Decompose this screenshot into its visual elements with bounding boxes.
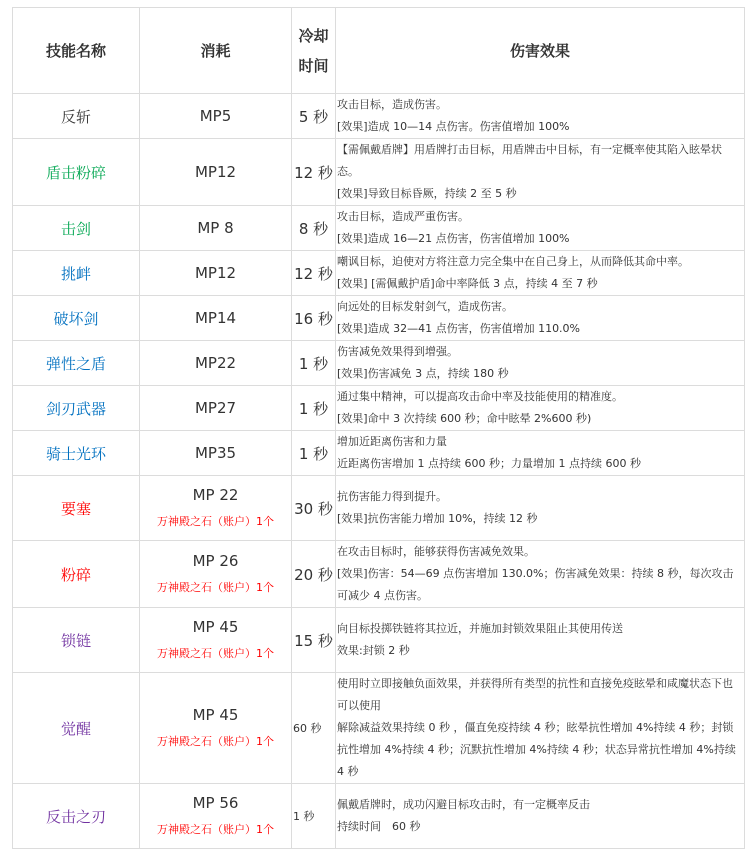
effect-description: 佩戴盾牌时，成功闪避目标攻击时，有一定概率反击: [337, 798, 590, 811]
skill-cooldown: 1 秒: [292, 431, 336, 476]
mp-cost: MP 8: [197, 219, 234, 237]
skill-effect: [336, 94, 745, 139]
skill-effect: [336, 431, 745, 476]
effect-description: 【需佩戴盾牌】用盾牌打击目标，用盾牌击中目标，有一定概率使其陷入眩晕状态。: [337, 143, 722, 178]
item-cost: 万神殿之石（账户）1个: [157, 735, 274, 748]
effect-description: 攻击目标，造成伤害。: [337, 98, 447, 111]
effect-detail: [效果]命中 3 次持续 600 秒；命中眩晕 2%600 秒): [337, 412, 592, 425]
skill-name: 锁链: [13, 608, 140, 673]
skill-cost: [140, 94, 292, 139]
skill-effect: [336, 341, 745, 386]
effect-detail: 解除减益效果持续 0 秒 ，僵直免疫持续 4 秒；眩晕抗性增加 4%持续 4 秒；封锁抗性增加 4%持续 4 秒；沉默抗性增加 4%持续 4 秒；状态异常抗性增加 4%持续 4 秒: [337, 721, 736, 778]
skill-cooldown: 30 秒: [292, 476, 336, 541]
skill-cost: [140, 784, 292, 849]
mp-cost: MP 26: [192, 552, 239, 570]
item-cost: 万神殿之石（账户）1个: [157, 823, 274, 836]
table-row: [13, 251, 745, 296]
mp-cost: MP14: [194, 309, 237, 327]
effect-detail: [效果]造成 32—41 点伤害，伤害值增加 110.0%: [337, 322, 581, 335]
skill-name: 觉醒: [13, 673, 140, 784]
effect-detail: 近距离伤害增加 1 点持续 600 秒；力量增加 1 点持续 600 秒: [337, 457, 641, 470]
table-row: [13, 139, 745, 206]
skill-cost: [140, 206, 292, 251]
header-effect: 伤害效果: [336, 8, 745, 94]
skill-effect: [336, 476, 745, 541]
skill-name: 盾击粉碎: [13, 139, 140, 206]
skill-name: 粉碎: [13, 541, 140, 608]
header-cost: 消耗: [140, 8, 292, 94]
mp-cost: MP27: [194, 399, 237, 417]
skill-cooldown: 15 秒: [292, 608, 336, 673]
table-row: [13, 94, 745, 139]
skill-cooldown: 16 秒: [292, 296, 336, 341]
skill-name: 弹性之盾: [13, 341, 140, 386]
effect-detail: [效果]造成 10—14 点伤害。伤害值增加 100%: [337, 120, 570, 133]
mp-cost: MP12: [194, 264, 237, 282]
header-cooldown-line1: 冷却: [298, 26, 329, 45]
skill-cost: [140, 251, 292, 296]
effect-detail: [效果]伤害减免 3 点，持续 180 秒: [337, 367, 509, 380]
table-row: [13, 541, 745, 608]
header-cooldown-line2: 时间: [298, 56, 329, 75]
skill-cooldown: 60 秒: [292, 673, 336, 784]
header-cooldown: [292, 8, 336, 94]
effect-description: 向目标投掷铁链将其拉近，并施加封锁效果阻止其使用传送: [337, 622, 623, 635]
effect-description: 嘲讽目标，迫使对方将注意力完全集中在自己身上，从而降低其命中率。: [337, 255, 689, 268]
skill-effect: [336, 251, 745, 296]
skill-effect: [336, 139, 745, 206]
header-skill-name: 技能名称: [13, 8, 140, 94]
skill-cooldown: 12 秒: [292, 139, 336, 206]
skill-effect: [336, 296, 745, 341]
skill-cooldown: 1 秒: [292, 341, 336, 386]
effect-description: 使用时立即接触负面效果，并获得所有类型的抗性和直接免疫眩晕和咸魔状态下也可以使用: [337, 677, 733, 712]
skill-cooldown: 12 秒: [292, 251, 336, 296]
table-row: [13, 673, 745, 784]
mp-cost: MP 45: [192, 706, 239, 724]
effect-description: 攻击目标，造成严重伤害。: [337, 210, 469, 223]
table-row: [13, 784, 745, 849]
skill-cost: [140, 296, 292, 341]
skill-cooldown: 20 秒: [292, 541, 336, 608]
table-row: [13, 341, 745, 386]
skill-cost: [140, 386, 292, 431]
skill-effect: [336, 784, 745, 849]
mp-cost: MP12: [194, 163, 237, 181]
mp-cost: MP 22: [192, 486, 239, 504]
mp-cost: MP22: [194, 354, 237, 372]
table-row: [13, 206, 745, 251]
item-cost: 万神殿之石（账户）1个: [157, 581, 274, 594]
table-row: [13, 608, 745, 673]
skill-effect: [336, 608, 745, 673]
skill-effect: [336, 386, 745, 431]
item-cost: 万神殿之石（账户）1个: [157, 515, 274, 528]
skill-name: 要塞: [13, 476, 140, 541]
skill-name: 反击之刃: [13, 784, 140, 849]
effect-description: 伤害减免效果得到增强。: [337, 345, 458, 358]
skill-effect: [336, 541, 745, 608]
table-row: [13, 296, 745, 341]
effect-description: 增加近距离伤害和力量: [337, 435, 447, 448]
skill-effect: [336, 206, 745, 251]
skill-name: 反斩: [13, 94, 140, 139]
skill-table: [12, 7, 745, 849]
skill-cooldown: 1 秒: [292, 784, 336, 849]
skill-cost: [140, 341, 292, 386]
skill-cost: [140, 476, 292, 541]
skill-name: 挑衅: [13, 251, 140, 296]
table-row: [13, 386, 745, 431]
skill-cooldown: 8 秒: [292, 206, 336, 251]
table-header-row: [13, 8, 745, 94]
effect-detail: [效果]伤害：54—69 点伤害增加 130.0%；伤害减免效果：持续 8 秒，每次攻击可减少 4 点伤害。: [337, 567, 734, 602]
skill-name: 剑刃武器: [13, 386, 140, 431]
mp-cost: MP35: [194, 444, 237, 462]
skill-cost: [140, 139, 292, 206]
mp-cost: MP 45: [192, 618, 239, 636]
item-cost: 万神殿之石（账户）1个: [157, 647, 274, 660]
effect-detail: [效果]造成 16—21 点伤害，伤害值增加 100%: [337, 232, 570, 245]
skill-name: 骑士光环: [13, 431, 140, 476]
effect-detail: [效果]抗伤害能力增加 10%，持续 12 秒: [337, 512, 538, 525]
skill-cost: [140, 431, 292, 476]
skill-cooldown: 5 秒: [292, 94, 336, 139]
effect-detail: 效果:封锁 2 秒: [337, 644, 410, 657]
skill-name: 击剑: [13, 206, 140, 251]
skill-effect: [336, 673, 745, 784]
skill-cost: [140, 673, 292, 784]
skill-cooldown: 1 秒: [292, 386, 336, 431]
mp-cost: MP 56: [192, 794, 239, 812]
effect-description: 向远处的目标发射剑气，造成伤害。: [337, 300, 513, 313]
effect-description: 在攻击目标时，能够获得伤害减免效果。: [337, 545, 535, 558]
skill-cost: [140, 541, 292, 608]
effect-detail: 持续时间 60 秒: [337, 820, 421, 833]
table-row: [13, 476, 745, 541]
skill-name: 破坏剑: [13, 296, 140, 341]
effect-description: 抗伤害能力得到提升。: [337, 490, 447, 503]
table-row: [13, 431, 745, 476]
effect-detail: [效果]导致目标昏厥，持续 2 至 5 秒: [337, 187, 517, 200]
effect-description: 通过集中精神，可以提高攻击命中率及技能使用的精准度。: [337, 390, 623, 403]
effect-detail: [效果] [需佩戴护盾]命中率降低 3 点，持续 4 至 7 秒: [337, 277, 598, 290]
mp-cost: MP5: [199, 107, 232, 125]
skill-cost: [140, 608, 292, 673]
